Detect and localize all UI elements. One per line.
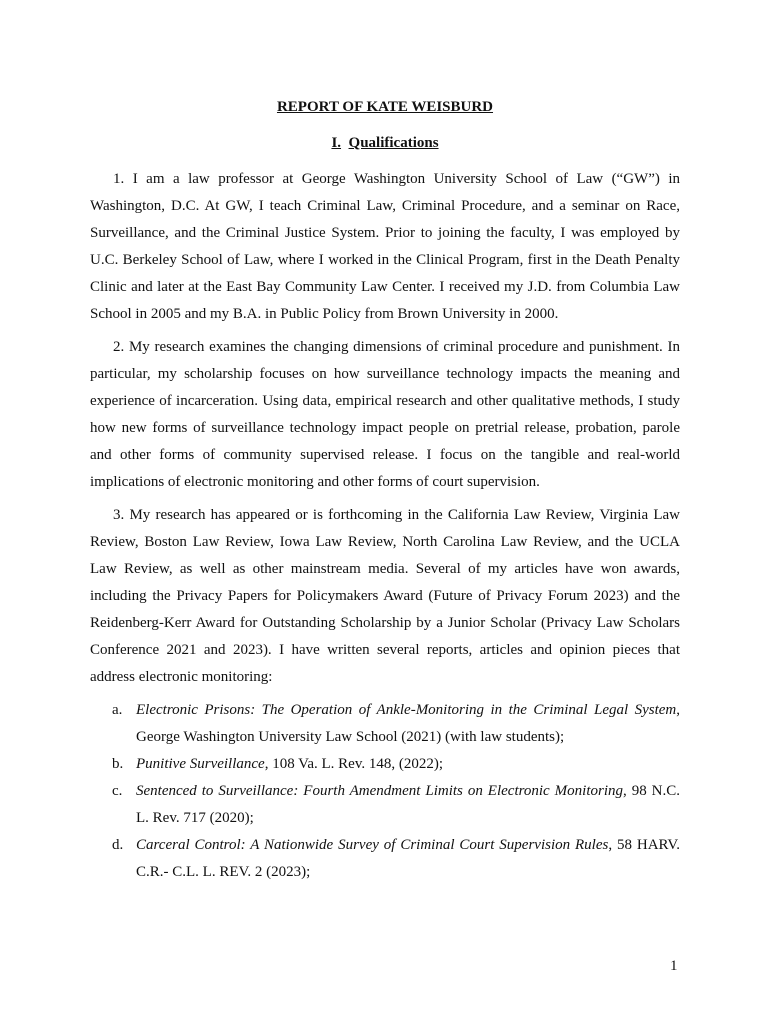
list-marker: c. (112, 783, 123, 799)
list-item (90, 697, 680, 751)
report-body (90, 166, 680, 886)
list-item (90, 778, 680, 832)
page-number: 1 (670, 958, 678, 974)
publication-citation: , 98 N.C. L. Rev. 717 (2020); (136, 783, 680, 826)
section-number: I. (331, 135, 342, 151)
list-item (90, 751, 680, 778)
paragraph-1: 1. I am a law professor at George Washington University School of Law (“GW”) in Washington, D.C. At GW, I teach Criminal Law, Criminal Procedure, and a seminar on Race, Surveillance, and the Criminal Justice System. Prior to joining the faculty, I was employed by U.C. Berkeley School of Law, where I worked in the Clinical Program, first in the Death Penalty Clinic and later at the East Bay Community Law Center. I received my J.D. from Columbia Law School in 2005 and my B.A. in Public Policy from Brown University in 2000. (90, 171, 680, 322)
publication-title: Carceral Control: A Nationwide Survey of Criminal Court Supervision Rules (136, 837, 609, 853)
report-title: REPORT OF KATE WEISBURD (276, 99, 494, 115)
publication-title: Sentenced to Surveillance: Fourth Amendment Limits on Electronic Monitoring (136, 783, 623, 799)
list-marker: d. (112, 837, 124, 853)
publication-citation: , 108 Va. L. Rev. 148, (2022); (264, 756, 444, 772)
list-marker: a. (112, 702, 123, 718)
section-title: Qualifications (348, 135, 439, 151)
publication-citation: , George Washington University Law School (2021) (with law students); (136, 702, 680, 745)
list-item (90, 832, 680, 886)
paragraph-3: 3. My research has appeared or is forthcoming in the California Law Review, Virginia Law Review, Boston Law Review, Iowa Law Review, North Carolina Law Review, and the UCLA Law Review, as well as other mainstream media. Several of my articles have won awards, including the Privacy Papers for Policymakers Award (Future of Privacy Forum 2023) and the Reidenberg-Kerr Award for Outstanding Scholarship by a Junior Scholar (Privacy Law Scholars Conference 2021 and 2023). I have written several reports, articles and opinion pieces that address electronic monitoring: (90, 507, 680, 685)
publication-title: Electronic Prisons: The Operation of Ankle-Monitoring in the Criminal Legal System (136, 702, 677, 718)
publication-citation: , 58 HARV. C.R.- C.L. L. REV. 2 (2023); (136, 837, 680, 880)
paragraph-2: 2. My research examines the changing dimensions of criminal procedure and punishment. In particular, my scholarship focuses on how surveillance technology impacts the meaning and experience of incarceration. Using data, empirical research and other qualitative methods, I study how new forms of surveillance technology impact people on pretrial release, probation, parole and other forms of community supervised release. I focus on the tangible and real-world implications of electronic monitoring and other forms of court supervision. (90, 339, 680, 490)
section-heading (0, 135, 770, 152)
list-marker: b. (112, 756, 124, 772)
publication-title: Punitive Surveillance (136, 756, 265, 772)
publication-list (90, 697, 680, 886)
